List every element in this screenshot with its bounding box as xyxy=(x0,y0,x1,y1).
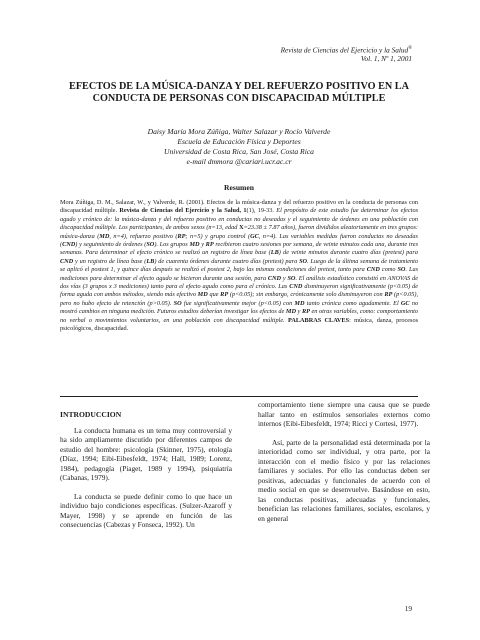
abbr-so: SO xyxy=(146,241,155,249)
abbr-so-4: SO xyxy=(287,274,296,282)
keywords-label: PALABRAS CLAVES xyxy=(288,316,350,324)
abstract-s2: =23.38 ± 7.87 años), fueron divididos aleatoriamente en tres grupos: música-danza ( xyxy=(60,224,418,240)
body-paragraph: La conducta humana es un tema muy controversial y ha sido ampliamente discutido por diferentes campos de estudio del hombre: psicología (Skinner, 1975), etología (Díaz, 1994; Eibi-Eibesfeldt, 1974; Hall, 1989; Lorenz, 1984), pedagogía (Piaget, 1989 y 1994), psiquiatría (Cabanas, 1979). xyxy=(60,425,232,483)
abstract-s1: El propósito de este estudio fue determinar los efectos agudo y crónico de: la música-danza y del refuerzo positivo en conductas no deseadas y el seguimiento de órdenes en una población con discapacidad múltiple. Los participantes, de ambos sexos (n=13, edad xyxy=(60,207,419,232)
abstract-s9: recibieron cuatro sesiones por semana, de veinte minutos cada una, durante tres semanas. Para determinar el efecto crónico se realizó un registro de línea base ( xyxy=(60,241,419,257)
abbr-cnd-5: CND xyxy=(289,283,303,291)
abstract-citation-journal: Revista de Ciencias del Ejercicio y la Salud xyxy=(119,207,240,215)
abbr-so-2: SO xyxy=(299,257,308,265)
abbr-gc: GC xyxy=(250,232,259,240)
author-email: e-mail dmmora @cariari.ucr.ac.cr xyxy=(186,157,292,166)
abstract-s20: (p<0.05); sin embargo, crónicamente solo disminuyeron con xyxy=(229,291,383,299)
abstract-s8: y xyxy=(201,241,204,249)
author-university: Universidad de Costa Rica, San José, Costa Rica xyxy=(164,147,314,156)
abstract-heading: Resumen xyxy=(224,183,254,192)
abstract-s5: , n=4). Las variables medidas fueron conductas no deseadas ( xyxy=(60,232,418,249)
paper-title: EFECTOS DE LA MÚSICA-DANZA Y DEL REFUERZO POSITIVO EN LA CONDUCTA DE PERSONAS CON DISCAPACIDAD MÚLTIPLE xyxy=(69,81,409,104)
body-paragraph: La conducta se puede definir como lo que hace un individuo bajo condiciones específicas. (Sulzer-Azaroff y Mayer, 1998) y se aprende en función de las consecuencias (Cabezas y Fonseca, 1992). Un xyxy=(60,491,232,530)
abstract-text xyxy=(60,199,418,334)
abbr-rp-3: RP xyxy=(220,291,229,299)
abbr-md-3: MD xyxy=(197,291,208,299)
abbr-md: MD xyxy=(99,232,110,240)
journal-header xyxy=(281,44,412,63)
journal-name: Revista de Ciencias del Ejercicio y la Salud xyxy=(280,45,409,55)
keywords-text: : música, danza, procesos psicológicos, discapacidad. xyxy=(60,316,418,333)
abstract-citation-issue: (1), 19-33. xyxy=(246,207,274,215)
abbr-rp-2: RP xyxy=(205,241,214,249)
abbr-lb: LB xyxy=(270,249,279,257)
abbr-rp: RP xyxy=(177,232,186,240)
page-number: 19 xyxy=(404,604,412,613)
abbr-md-2: MD xyxy=(189,241,200,249)
abstract-s12: ) de cuarenta órdenes durante cuatro días (pretest) para xyxy=(154,257,298,265)
abbr-cnd-4: CND xyxy=(267,274,282,282)
abbr-gc-2: GC xyxy=(400,299,410,307)
abstract-s16: y xyxy=(282,274,286,282)
abstract-s4: ; n=5) y grupo control ( xyxy=(185,232,251,240)
abbr-md-5: MD xyxy=(285,308,296,316)
abstract-s24: no mostró cambios en ninguna medición. Futuros estudios deberían investigar los efectos de xyxy=(60,299,419,316)
abstract-citation-vol: , 1 xyxy=(239,207,247,215)
abstract-s17: . El análisis estadístico consistió en ANOVAS de dos vías (3 grupos x 3 mediciones) tanto para el efecto agudo como para el crónico. Las xyxy=(60,274,418,291)
volume-info: Vol. 1, Nº 1, 2001 xyxy=(360,54,412,64)
section-divider xyxy=(60,396,418,397)
abstract-s15: . Las mediciones para determinar el efecto agudo se hicieron durante una sesión, para xyxy=(60,266,418,282)
author-names: Daisy María Mora Zúñiga, Walter Salazar y Rocío Valverde xyxy=(147,127,331,136)
abbr-so-5: SO xyxy=(173,299,182,307)
abbr-cnd-2: CND xyxy=(60,257,74,265)
body-paragraph: comportamiento tiene siempre una causa que se puede hallar tanto en estímulos sensoriales externos como internos (Eibi-Eibesfeldt, 1974; Ricci y Cortesi, 1977). xyxy=(258,400,430,429)
abstract-s25: y xyxy=(297,308,301,316)
abstract-s21: (p<0.05), pero no hubo efecto de retención (p>0.05). xyxy=(60,291,419,307)
abstract-s13: . Luego de la última semana de tratamiento se aplicó el postest 1, y quince días después se realizó el postest 2, bajo las mismas condiciones del pretest, tanto para xyxy=(60,257,418,274)
abbr-md-4: MD xyxy=(294,299,305,307)
author-school: Escuela de Educación Física y Deportes xyxy=(177,137,301,146)
intro-heading: INTRODUCCION xyxy=(60,410,122,419)
abbr-cnd-3: CND xyxy=(366,266,380,274)
abstract-s14: como xyxy=(381,266,396,274)
author-block xyxy=(60,127,418,167)
body-paragraph: Así, parte de la personalidad está determinada por la interioridad como ser individual, y otra parte, por la interacción con el medio físico y por las relaciones familiares y sociales. Por ello las conductas deben ser positivas, adecuadas y funcionales de acuerdo con el medio social en que se desenvuelve. Basándose en esto, las conductas positivas, adecuadas y funcionales, benefician las relaciones familiares, sociales, escolares, y en general xyxy=(258,437,430,524)
abstract-s18: disminuyeron significativamente (p<0.05) de forma aguda con ambos métodos, siendo más efectivo xyxy=(60,283,419,299)
abstract-s22: fue significativamente mejor (p<0.05) con xyxy=(183,299,293,307)
abbr-so-3: SO xyxy=(397,266,406,274)
abstract-s11: y un registro de línea base ( xyxy=(75,257,147,265)
abstract-s3: , n=4), refuerzo positivo ( xyxy=(109,232,178,240)
abstract-s26: en otras variables, como: comportamiento no verbal o movimientos voluntarios, en una población con discapacidad múltiple. xyxy=(60,308,419,324)
abstract-s23: tanto crónica como agudamente. El xyxy=(306,299,399,307)
abbr-rp-4: RP xyxy=(384,291,393,299)
registered-mark: ® xyxy=(408,46,412,51)
abstract-s7: ). Los grupos xyxy=(154,241,188,249)
abstract-s10: ) de veinte minutos durante cuatro días (pretest) para xyxy=(278,249,418,257)
abbr-rp-5: RP xyxy=(301,308,310,316)
body-column-right xyxy=(258,400,430,533)
abbr-cnd: CND xyxy=(62,241,76,249)
abstract-s6: ) y seguimiento de órdenes ( xyxy=(75,241,147,249)
abstract-citation: Mora Zúñiga, D. M., Salazar, W., y Valverde, R. (2001). Efectos de la música-danza y del refuerzo positivo en la conducta de personas con discapacidad múltiple. xyxy=(60,199,418,215)
abbr-lb-2: LB xyxy=(146,257,155,265)
x-bar-symbol: X xyxy=(239,224,244,232)
abstract-s19: que xyxy=(209,291,219,299)
body-column-left xyxy=(60,400,232,539)
